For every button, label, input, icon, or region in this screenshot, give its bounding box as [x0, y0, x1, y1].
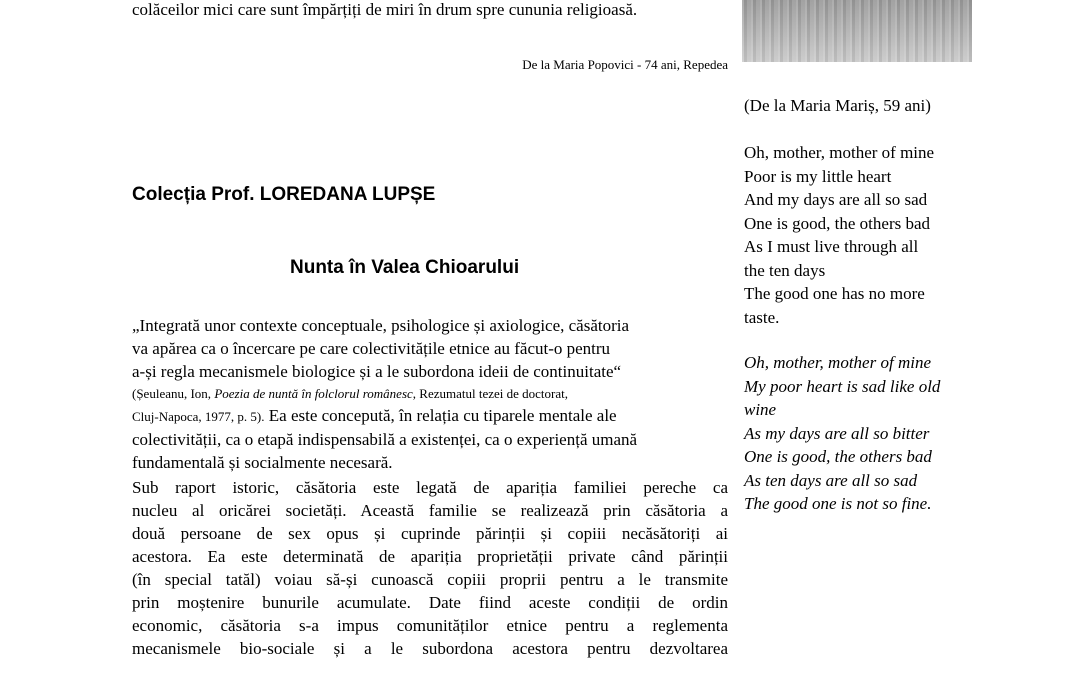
paragraph-line: a-și regla mecanismele biologice și a le subordona ideii de continuitate“ — [132, 362, 622, 381]
photo — [742, 0, 972, 62]
poem-line: As I must live through all — [744, 237, 919, 256]
poem-line: As my days are all so bitter — [744, 423, 930, 443]
poem-line: My poor heart is sad like old — [744, 376, 941, 396]
citation-text: Cluj-Napoca, 1977, p. 5). — [132, 409, 265, 424]
paragraph-line: fundamentală și socialmente necesară. — [132, 453, 393, 472]
paragraph-line: „Integrată unor contexte conceptuale, psihologice și axiologice, căsătoria — [132, 316, 630, 335]
collection-heading: Colecția Prof. LOREDANA LUPȘE — [132, 184, 436, 205]
poem-line: One is good, the others bad — [744, 447, 932, 466]
paragraph-line: Sub raport istoric, căsătoria este legată de apariția familiei pereche ca — [132, 478, 728, 497]
paragraph-line: economic, căsătoria s-a impus comunităților etnice pentru a reglementa — [132, 616, 728, 635]
paragraph-line: (în special tatăl) voiau să-și cunoască copiii proprii pentru a le transmite — [132, 570, 728, 589]
poem-english-2 — [744, 351, 984, 516]
citation-title: Poezia de nuntă în folclorul românesc — [214, 386, 413, 401]
poem-line: One is good, the others bad — [744, 213, 931, 233]
citation-text: , Rezumatul tezei de doctorat, — [412, 386, 568, 401]
article-title: Nunta în Valea Chioarului — [290, 257, 520, 278]
poem-line: The good one has no more — [744, 284, 925, 303]
paragraph-text: Ea este concepută, în relația cu tiparele mentale ale — [264, 406, 617, 425]
poem-line: Oh, mother, mother of mine — [744, 143, 935, 162]
paragraph-line: colectivității, ca o etapă indispensabilă a existenței, ca o experiență umană — [132, 430, 638, 449]
paragraph-line: nucleu al oricărei societăți. Această familie se realizează prin căsătoria a — [132, 501, 728, 520]
citation-line — [132, 383, 728, 404]
paragraph-line: prin moștenire bunurile acumulate. Date fiind aceste condiții de ordin — [132, 593, 728, 612]
poem-line: The good one is not so fine. — [744, 494, 932, 513]
paragraph-line: două persoane de sex opus și cuprinde părinții și copiii necăsătoriți ai — [132, 524, 728, 543]
poem-line: And my days are all so sad — [744, 190, 928, 209]
poem-line: wine — [744, 400, 777, 419]
poem-line: taste. — [744, 307, 780, 327]
right-attribution-text: (De la Maria Mariș, 59 ani) — [744, 96, 931, 115]
paragraph-line — [132, 404, 728, 428]
body-text-line-top: colăceilor mici care sunt împărțiți de miri în drum spre cununia religioasă. — [132, 0, 638, 19]
citation-text: (Șeuleanu, Ion, — [132, 386, 215, 401]
poem-line: the ten days — [744, 260, 826, 280]
paragraph-line: acestora. Ea este determinată de apariția proprietății private când părinții — [132, 547, 728, 566]
paragraph-line: mecanismele bio-sociale și a le subordona acestora pentru dezvoltarea — [132, 639, 728, 658]
paragraph-2 — [132, 476, 728, 660]
attribution-text: De la Maria Popovici - 74 ani, Repedea — [522, 57, 728, 72]
paragraph-1 — [132, 314, 728, 474]
poem-english-1 — [744, 141, 984, 329]
poem-line: As ten days are all so sad — [744, 470, 918, 490]
right-attribution — [744, 94, 984, 118]
poem-line: Poor is my little heart — [744, 166, 892, 186]
poem-line: Oh, mother, mother of mine — [744, 353, 931, 372]
paragraph-line: va apărea ca o încercare pe care colectivitățile etnice au făcut-o pentru — [132, 339, 611, 358]
